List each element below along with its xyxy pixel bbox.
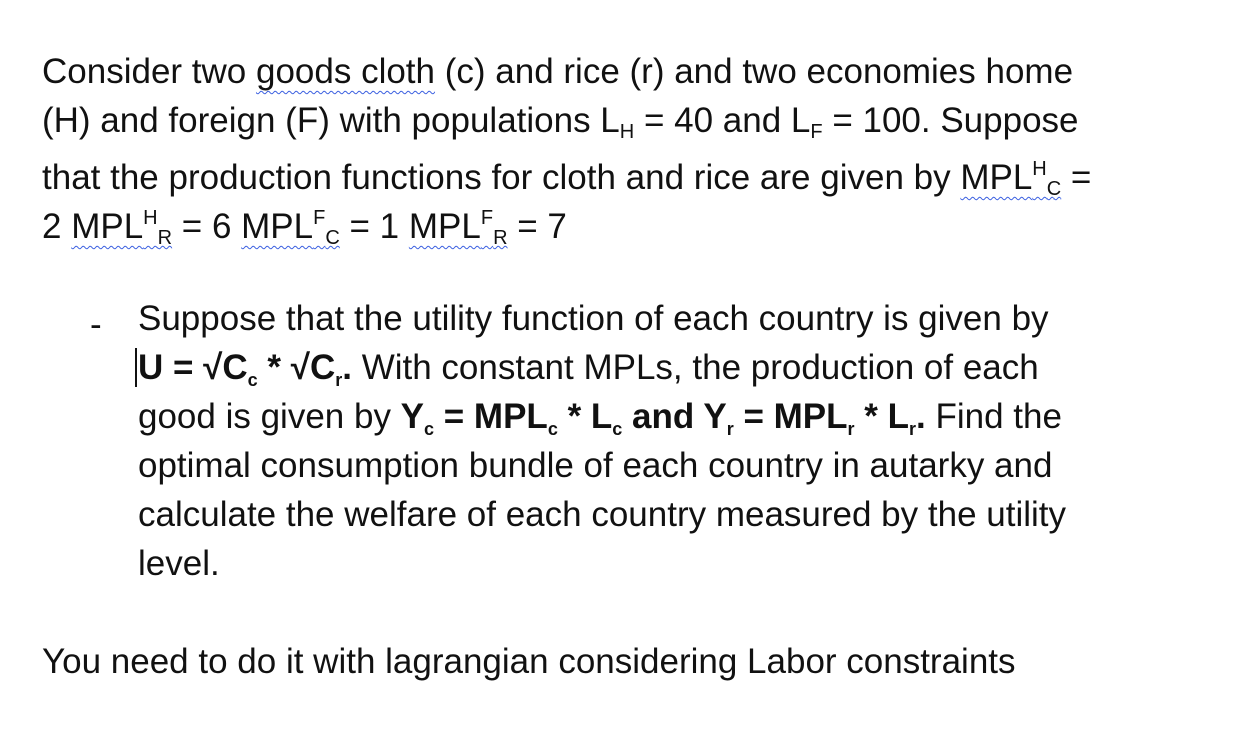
intro-text: Consider two (42, 52, 256, 91)
subscript-f: F (810, 121, 823, 143)
subscript-r: R (157, 227, 173, 249)
subscript-c: c (612, 419, 623, 439)
bullet-text: good is given by (138, 397, 401, 436)
subscript-c: c (247, 370, 258, 390)
subscript-c: C (325, 227, 340, 249)
utility-equation: U = √C (135, 348, 248, 387)
production-equation: * L (854, 397, 909, 436)
and-word: and (622, 397, 704, 436)
value-2: 2 (42, 207, 72, 246)
subscript-r: r (847, 419, 855, 439)
superscript-f: F (313, 207, 326, 229)
subscript-r: R (493, 227, 508, 249)
bullet-text: Find the (925, 397, 1062, 436)
subscript-r: r (726, 419, 734, 439)
bullet-line-6: level. (138, 544, 220, 583)
intro-text: that the production functions for cloth and rice are given by (42, 158, 961, 197)
mpl-label: MPL (960, 158, 1033, 197)
superscript-f: F (480, 207, 494, 229)
mpl-label: MPL (71, 207, 144, 246)
subscript-c: C (1046, 178, 1062, 200)
bullet-text: With constant MPLs, the production of each (351, 348, 1039, 387)
intro-line-4 (42, 194, 567, 263)
mpl-h-c (960, 158, 1062, 200)
mpl-h-r (71, 207, 173, 249)
intro-text: = 40 and L (634, 101, 811, 140)
intro-text: = 100. Suppose (822, 101, 1079, 140)
mpl-label: MPL (408, 207, 481, 246)
bullet-dash: - (90, 305, 102, 344)
equals-sign: = (1061, 158, 1092, 197)
value-7: = 7 (507, 207, 567, 246)
production-equation: = MPL (733, 397, 848, 436)
production-equation: * L (557, 397, 613, 436)
bullet-line-5: calculate the welfare of each country measured by the utility (138, 495, 1066, 534)
footer-note: You need to do it with lagrangian considering Labor constraints (42, 642, 1016, 681)
utility-equation-star: * √C (257, 348, 336, 387)
intro-text: (c) and rice (r) and two economies home (435, 52, 1074, 91)
superscript-h: H (1032, 158, 1047, 180)
mpl-f-r (408, 207, 508, 249)
intro-text: (H) and foreign (F) with populations L (42, 101, 620, 140)
spellcheck-goods-cloth: goods cloth (255, 52, 436, 91)
value-1: = 1 (339, 207, 409, 246)
period: . (916, 397, 926, 436)
production-equation: = MPL (434, 397, 548, 436)
mpl-f-c (241, 207, 340, 249)
subscript-r: r (908, 419, 916, 439)
y-symbol: Y (703, 397, 727, 436)
subscript-h: H (619, 121, 635, 143)
subscript-c: c (547, 419, 558, 439)
bullet-line-1: Suppose that the utility function of each country is given by (138, 299, 1049, 338)
period: . (342, 348, 352, 387)
subscript-c: c (424, 419, 435, 439)
subscript-r: r (335, 370, 343, 390)
y-symbol: Y (400, 397, 425, 436)
superscript-h: H (143, 207, 158, 229)
value-6: = 6 (172, 207, 242, 246)
mpl-label: MPL (241, 207, 314, 246)
bullet-line-4: optimal consumption bundle of each country in autarky and (138, 446, 1053, 485)
intro-line-1 (42, 47, 1073, 96)
